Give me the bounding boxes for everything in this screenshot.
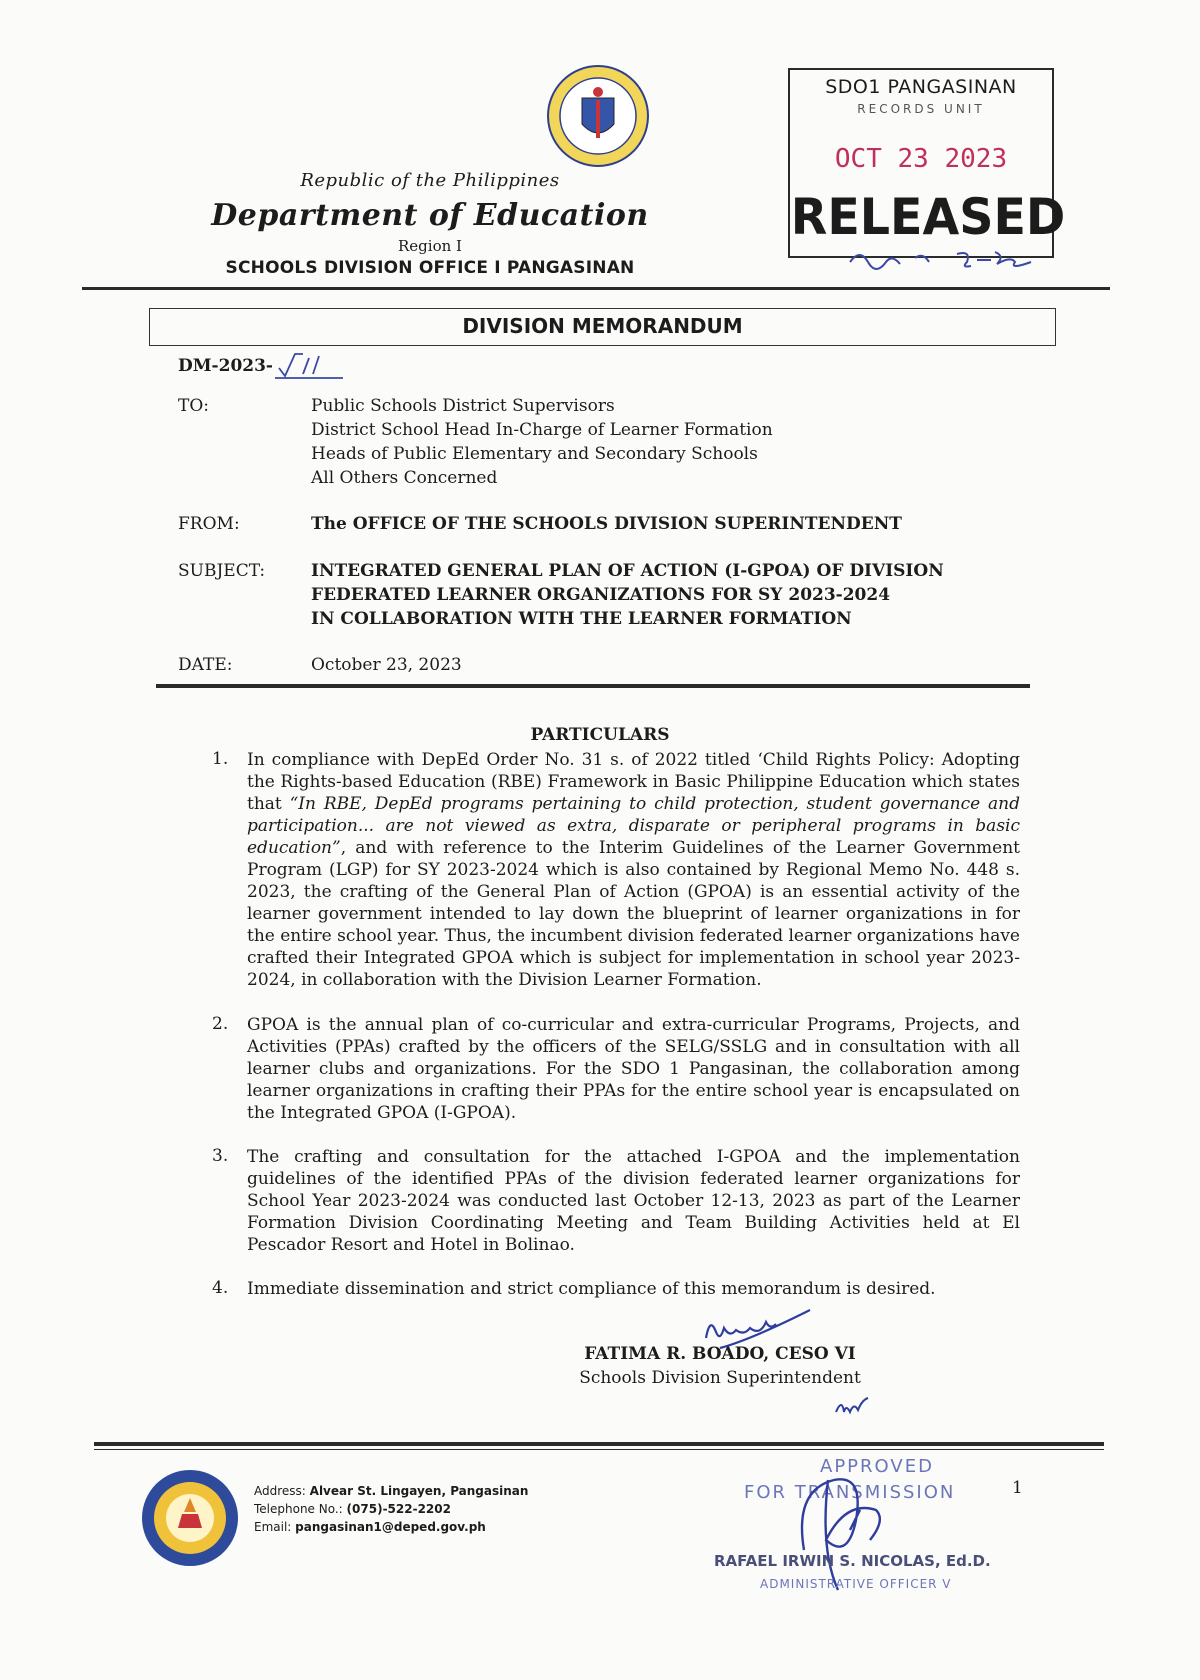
office-heading: SCHOOLS DIVISION OFFICE I PANGASINAN xyxy=(225,258,635,278)
region-label: Region I xyxy=(398,237,462,255)
particular-item-2: GPOA is the annual plan of co-curricular and extra-curricular Programs, Projects, and Activities (PPAs) crafted by the officers of the SELG/SSLG and in consultation with all learner clubs and organizations. For the SDO 1 Pangasinan, the collaboration among learner organizations in crafting their PPAs for the entire school year is encapsulated on the Integrated GPOA (I-GPOA). xyxy=(247,1015,1020,1123)
item-number: 2. xyxy=(212,1014,229,1034)
phone-value: (075)-522-2202 xyxy=(346,1502,451,1516)
recipient-line: Heads of Public Elementary and Secondary Schools xyxy=(311,444,758,464)
memo-number-label: DM-2023- xyxy=(178,356,273,376)
address-value: Alvear St. Lingayen, Pangasinan xyxy=(309,1484,529,1498)
date-label: DATE: xyxy=(178,655,233,675)
footer-email xyxy=(254,1518,486,1536)
item-text: In compliance with DepEd Order No. 31 s. of 2022 titled ‘Child Rights Policy: Adopting the Rights-based Education (RBE) Framework in Basic Philippine Education which states that xyxy=(247,750,1020,814)
subject-line: INTEGRATED GENERAL PLAN OF ACTION (I-GPOA) OF DIVISION xyxy=(311,561,944,581)
from-value: The OFFICE OF THE SCHOOLS DIVISION SUPERINTENDENT xyxy=(311,514,902,534)
deped-seal-icon xyxy=(546,64,650,168)
memo-title: DIVISION MEMORANDUM xyxy=(462,314,743,338)
subject-value xyxy=(311,559,944,631)
approval-officer-title: ADMINISTRATIVE OFFICER V xyxy=(760,1577,952,1591)
approval-officer: RAFAEL IRWIN S. NICOLAS, Ed.D. xyxy=(714,1552,991,1570)
department-heading: Department of Education xyxy=(211,198,649,233)
stamp-date: OCT 23 2023 xyxy=(834,144,1008,174)
particular-item-3: The crafting and consultation for the attached I-GPOA and the implementation guidelines of the identified PPAs of the division federated learner organizations for School Year 2023-2024 was conducted last October 12-13, 2023 as part of the Learner Formation Division Coordinating Meeting and Team Building Activities held at El Pescador Resort and Hotel in Bolinao. xyxy=(247,1147,1020,1255)
date-value: October 23, 2023 xyxy=(311,655,462,675)
to-label: TO: xyxy=(178,396,210,416)
particulars-heading: PARTICULARS xyxy=(530,725,670,745)
initials-icon xyxy=(832,1390,872,1420)
republic-heading: Republic of the Philippines xyxy=(300,170,560,191)
signatory-title: Schools Division Superintendent xyxy=(579,1368,861,1388)
subject-label: SUBJECT: xyxy=(178,561,266,581)
particular-item-4: Immediate dissemination and strict compliance of this memorandum is desired. xyxy=(247,1279,936,1299)
page-number: 1 xyxy=(1012,1478,1023,1498)
item-quote: “In RBE, DepEd programs pertaining to child protection, student governance and participation... are not viewed as extra, disparate or peripheral programs in basic education” xyxy=(247,794,1020,858)
stamp-status: RELEASED xyxy=(790,188,1066,246)
approval-line2: FOR TRANSMISSION xyxy=(744,1482,956,1503)
recipient-line: Public Schools District Supervisors xyxy=(311,396,615,416)
handwritten-receipt-icon xyxy=(845,244,1035,274)
email-value: pangasinan1@deped.gov.ph xyxy=(295,1520,486,1534)
address-label: Address: xyxy=(254,1484,310,1498)
approval-stamp xyxy=(700,1450,1030,1610)
subject-line: IN COLLABORATION WITH THE LEARNER FORMATION xyxy=(311,609,852,629)
stamp-office: SDO1 PANGASINAN xyxy=(825,76,1017,98)
footer-divider xyxy=(94,1442,1104,1446)
email-label: Email: xyxy=(254,1520,296,1534)
recipient-line: District School Head In-Charge of Learner Formation xyxy=(311,420,773,440)
subject-line: FEDERATED LEARNER ORGANIZATIONS FOR SY 2023-2024 xyxy=(311,585,891,605)
recipient-line: All Others Concerned xyxy=(311,468,498,488)
particular-item-1 xyxy=(247,749,1020,991)
sdo-logo-icon xyxy=(140,1468,240,1568)
handwritten-number-icon xyxy=(275,352,345,380)
item-text: , and with reference to the Interim Guidelines of the Learner Government Program (LGP) for SY 2023-2024 which is also contained by Regional Memo No. 448 s. 2023, the crafting of the General Plan of Action (GPOA) is an essential activity of the learner government intended to lay down the blueprint of learner organizations in for the entire school year. Thus, the incumbent division federated learner organizations have crafted their Integrated GPOA which is subject for implementation in school year 2023-2024, in collaboration with the Division Learner Formation. xyxy=(247,838,1020,990)
from-label: FROM: xyxy=(178,514,240,534)
to-recipients xyxy=(311,394,773,490)
signatory-name: FATIMA R. BOADO, CESO VI xyxy=(584,1344,856,1364)
item-number: 1. xyxy=(212,749,229,769)
header-divider xyxy=(82,287,1110,290)
stamp-unit: RECORDS UNIT xyxy=(857,102,985,116)
footer-phone xyxy=(254,1500,451,1518)
approval-line1: APPROVED xyxy=(820,1456,934,1477)
released-stamp xyxy=(788,68,1066,258)
fields-divider xyxy=(156,684,1030,688)
footer-address xyxy=(254,1482,528,1500)
memo-title-box xyxy=(149,308,1056,346)
item-number: 4. xyxy=(212,1278,229,1298)
phone-label: Telephone No.: xyxy=(254,1502,347,1516)
item-number: 3. xyxy=(212,1146,229,1166)
